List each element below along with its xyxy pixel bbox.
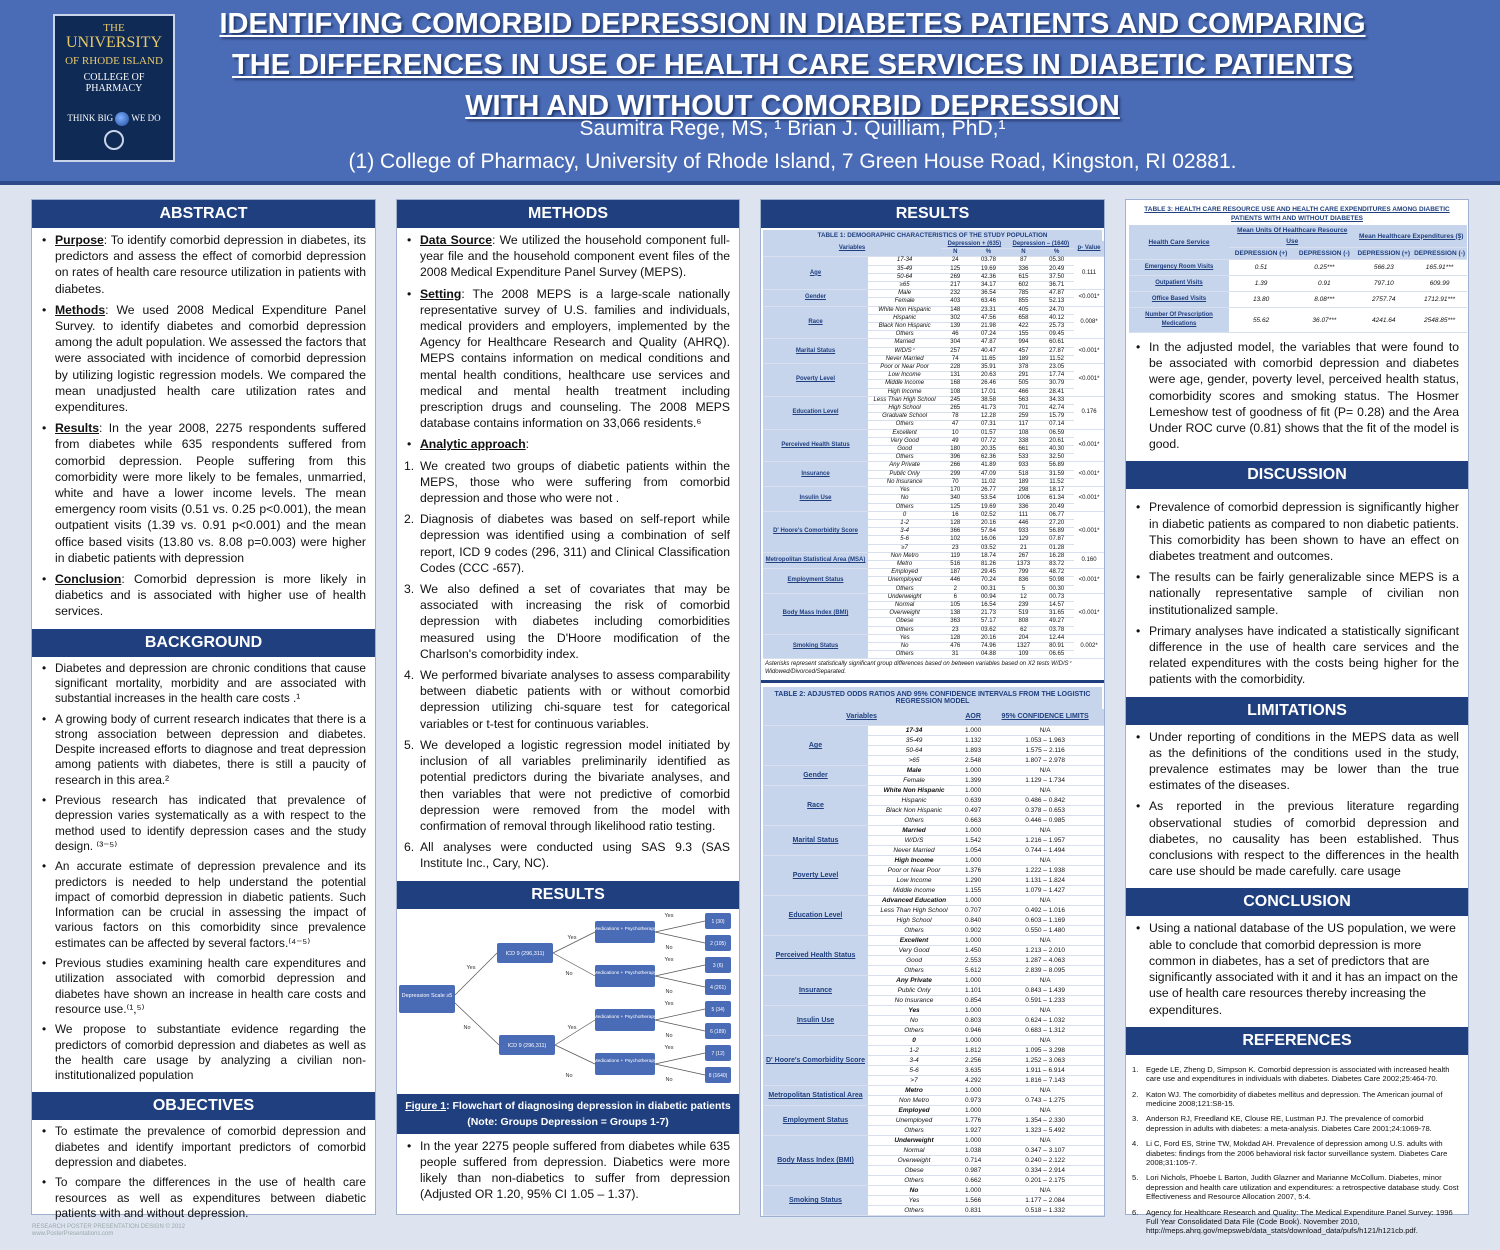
table-row: 50-64 1.893 1.575 – 2.116 xyxy=(763,746,1104,756)
svg-text:No: No xyxy=(665,988,673,995)
background-item: • An accurate estimate of depression prevalence and its predictors is needed to help understand the potential impact of comorbid depression in diabetic patients. Such Information can be crucial in assessing the impact of various factors on this comorbidity since prevalence estimates can be affected by several factors.⁽⁴⁻⁵⁾ xyxy=(39,859,366,951)
table-row: W/D/S⁺ 257 40.47 457 27.87 xyxy=(763,347,1104,355)
table-row: Others 396 62.36 533 32.50 xyxy=(763,454,1104,462)
conclusion-heading: CONCLUSION xyxy=(1126,888,1468,916)
svg-text:Depression Scale ≥5: Depression Scale ≥5 xyxy=(401,992,453,999)
flowchart xyxy=(397,909,739,1089)
flow-medication-box xyxy=(595,1053,655,1075)
conclusion-body xyxy=(1126,916,1468,1026)
svg-text:Medications + Psychotherapy: Medications + Psychotherapy xyxy=(593,926,657,932)
abstract-item: • Conclusion: Comorbid depression is more likely in diabetics and is associated with higher use of health services. xyxy=(39,571,366,620)
flow-connector xyxy=(655,1020,705,1031)
table-row: Poverty Level High Income 1.000 N/A xyxy=(763,856,1104,866)
table-row: Others 2 00.31 5 00.30 xyxy=(763,585,1104,593)
table1-note: Asterisks represent statistically significant group differences based on between variables based on X2 tests W/D/S⁺ Widowed/Divorced/Separated. xyxy=(765,661,1072,676)
method-step: 2. Diagnosis of diabetes was based on self-report while depression was identified using a combination of self report, ICD 9 codes (296, 311) and Clinical Classification Codes (CCC -657). xyxy=(404,512,730,575)
svg-text:Yes: Yes xyxy=(466,964,476,971)
table-row: 35-49 1.132 1.053 – 1.963 xyxy=(763,736,1104,746)
svg-text:4 (261): 4 (261) xyxy=(710,984,726,991)
limitation-item: • As reported in the previous literature regarding observational studies of comorbid depression and diabetes, no causality has been established. Thus conclusions with respect to the differences in the health care use should be made carefully. care usage xyxy=(1133,798,1459,879)
table-row: No 340 53.54 1006 61.34 xyxy=(763,495,1104,503)
globe-icon xyxy=(115,112,129,126)
flow-connector xyxy=(655,976,705,987)
abstract-item: • Purpose: To identify comorbid depression in diabetes, its predictors and assess the effect of comorbid depression on rates of health care resource utilization in patients with diabetes. xyxy=(39,232,366,297)
table-row: Education Level Less Than High School 245 38.58 563 34.33 0.176 xyxy=(763,396,1104,404)
references-list xyxy=(1126,1055,1468,1246)
table-row: Insurance Any Private 1.000 N/A xyxy=(763,976,1104,986)
table-row: Number Of Prescription Medications 55.62 36.07*** 4241.64 2548.85*** xyxy=(1129,308,1467,333)
svg-text:ICD 9 (296,311): ICD 9 (296,311) xyxy=(505,950,545,957)
table-row: Overweight 0.714 0.240 – 2.122 xyxy=(763,1156,1104,1166)
table-row: Hispanic 302 47.56 658 40.12 xyxy=(763,314,1104,322)
objective-item: • To estimate the prevalence of comorbid depression and diabetes and identify important predictors of comorbid depression and diabetes. xyxy=(39,1124,366,1170)
limitations-body xyxy=(1126,725,1468,889)
flow-connector xyxy=(655,1053,705,1064)
table-row: Less Than High School 0.707 0.492 – 1.016 xyxy=(763,906,1104,916)
table-row: Others 0.902 0.550 – 1.480 xyxy=(763,926,1104,936)
table-row: Education Level Advanced Education 1.000 N/A xyxy=(763,896,1104,906)
column-3 xyxy=(760,199,1105,1217)
method-step: 3. We also defined a set of covariates that may be associated with increasing the risk of comorbid depression with diabetes including comorbidities measured using the D'Hoore modification of the Charlson's comorbidity index. xyxy=(404,582,730,661)
method-step: 6. All analyses were conducted using SAS 9.3 (SAS Institute Inc., Cary, NC). xyxy=(404,840,730,871)
table-row: Age 17-34 1.000 N/A xyxy=(763,726,1104,736)
table-row: >7 4.292 1.816 – 7.143 xyxy=(763,1076,1104,1086)
table3: Health Care Service Mean Units Of Healthcare Resource Use Mean Healthcare Expenditures ($) DEPRESSION (+) DEPRESSION (-) DEPRESSION (+) DEPRESSION (-) Emergency Room Visits 0.51 0.25*** 566.23 165.91*** Outpatient Visits 1.39 0.91 797.10 609.99 Office Based Visits 13.80 8.08*** 2757.74 1712.91*** Number Of Prescription Medications 55.62 36.07*** 4241.64 2548.85*** xyxy=(1129,225,1467,333)
table-row: Metropolitan Statistical Area Metro 1.000 N/A xyxy=(763,1086,1104,1096)
flow-medication-box xyxy=(595,921,655,943)
table-row: Very Good 49 07.72 338 20.61 xyxy=(763,437,1104,445)
table-row: No 0.803 0.624 – 1.032 xyxy=(763,1016,1104,1026)
table-row: 50-64 269 42.36 615 37.50 xyxy=(763,273,1104,281)
table-row: No 476 74.96 1327 80.91 xyxy=(763,642,1104,650)
abstract-heading: ABSTRACT xyxy=(32,200,375,228)
background-heading: BACKGROUND xyxy=(32,629,375,657)
table-row: Public Only 1.101 0.843 – 1.439 xyxy=(763,986,1104,996)
table3-caption: TABLE 3: HEALTH CARE RESOURCE USE AND HEALTH CARE EXPENDITURES AMONG DIABETIC PATIENTS WITH AND WITHOUT DIABETES xyxy=(1144,206,1450,222)
university-logo: THE UNIVERSITY OF RHODE ISLAND COLLEGE OF PHARMACY THINK BIG WE DO xyxy=(53,14,175,162)
background-item: • A growing body of current research indicates that there is a strong association between depression and diabetes. Despite increased efforts to diagnose and treat depression among patients with diabetes, there is still a paucity of research in this area.² xyxy=(39,712,366,788)
results-right-heading: RESULTS xyxy=(761,200,1104,228)
svg-text:5 (34): 5 (34) xyxy=(711,1006,725,1013)
table-row: Female 403 63.46 855 52.13 xyxy=(763,298,1104,306)
svg-text:Yes: Yes xyxy=(664,956,674,963)
table-row: High Income 108 17.01 466 28.41 xyxy=(763,388,1104,396)
table-row: 1-2 128 20.16 446 27.20 xyxy=(763,519,1104,527)
svg-text:2 (105): 2 (105) xyxy=(710,940,726,947)
table-row: Office Based Visits 13.80 8.08*** 2757.74 1712.91*** xyxy=(1129,292,1467,308)
university-seal-icon xyxy=(104,130,124,150)
svg-text:1 (30): 1 (30) xyxy=(711,918,725,925)
table-row: Smoking Status Yes 128 20.16 204 12.44 0.002* xyxy=(763,634,1104,642)
table2: Variables AOR 95% CONFIDENCE LIMITS Age 17-34 1.000 N/A 35-49 1.132 1.053 – 1.963 50-64 1.893 1.575 – 2.116 >65 2.548 1.807 – 2.978 Gender Male 1.000 N/A Female 1.399 1.129 – 1.734 Race White Non Hispanic 1.000 N/A Hispanic 0.639 0.486 – 0.842 Black Non Hispanic 0.497 0.378 – 0.653 Others 0.663 0.446 – 0.985 Marital Status Married 1.000 N/A W/D/S 1.542 1.216 – 1.957 Never Married 1.054 0.744 – 1.494 Poverty Level High Income 1.000 N/A Poor or Near Poor 1.376 1.222 – 1.938 Low Income 1.290 1.131 – 1.824 Middle Income 1.155 1.079 – 1.427 Education Level Advanced Education 1.000 N/A Less Than High School 0.707 0.492 – 1.016 High School 0.840 0.603 – 1.169 Others 0.902 0.550 – 1.480 Perceived Health Status Excellent 1.000 N/A Very Good 1.450 1.213 – 2.010 Good 2.553 1.287 – 4.063 Others 5.612 2.839 – 8.095 Insurance Any Private 1.000 N/A Public Only 1.101 0.843 – 1.439 No Insurance 0.854 0.591 – 1.233 Insulin Use Yes 1.000 N/A No 0.803 0.624 – 1.032 Others 0.946 0.683 – 1.312 D' Hoore's Comorbidity Score 0 1.000 N/A 1-2 1.812 1.095 – 3.298 3-4 2.256 1.252 – 3.063 5-6 3.635 1.911 – 6.914 >7 4.292 1.816 – 7.143 Metropolitan Statistical Area Metro 1.000 N/A Non Metro 0.973 0.743 – 1.275 Employment Status Employed 1.000 N/A Unemployed 1.776 1.354 – 2.330 Others 1.927 1.323 – 5.492 Body Mass Index (BMI) Underweight 1.000 N/A Normal 1.038 0.347 – 3.107 Overweight 0.714 0.240 – 2.122 Obese 0.987 0.334 – 2.914 Others 0.662 0.201 – 2.175 Smoking Status No 1.000 N/A Yes 1.566 1.177 – 2.084 Others 0.831 0.518 – 1.332 xyxy=(763,709,1104,1216)
table-row: No Insurance 70 11.02 189 11.52 xyxy=(763,478,1104,486)
table-row: Others 0.831 0.518 – 1.332 xyxy=(763,1206,1104,1216)
svg-text:Yes: Yes xyxy=(567,1024,577,1031)
table-row: Very Good 1.450 1.213 – 2.010 xyxy=(763,946,1104,956)
table-row: Good 2.553 1.287 – 4.063 xyxy=(763,956,1104,966)
reference-item: 6. Agency for Healthcare Research and Quality: The Medical Expenditure Panel Survey: 1996 Full Year Consolidated Data File (Code Book). November 2010, http://meps.ahrq.gov/mepsweb/data_stats/download_data/pufs/h121/h121cb.pdf. xyxy=(1132,1207,1453,1236)
table-row: Others 1.927 1.323 – 5.492 xyxy=(763,1126,1104,1136)
table-row: Insulin Use Yes 1.000 N/A xyxy=(763,1006,1104,1016)
flow-connector xyxy=(553,953,595,976)
objective-item: • To compare the differences in the use of health care resources as well as expenditures between diabetic patients with and without depression. xyxy=(39,1175,366,1221)
table-row: Gender Male 232 36.54 785 47.87 <0.001* xyxy=(763,290,1104,298)
svg-text:No: No xyxy=(665,1032,673,1039)
poster-header xyxy=(0,0,1500,185)
table-row: Female 1.399 1.129 – 1.734 xyxy=(763,776,1104,786)
table-row: No Insurance 0.854 0.591 – 1.233 xyxy=(763,996,1104,1006)
table-row: 3-4 2.256 1.252 – 3.063 xyxy=(763,1056,1104,1066)
table-row: Outpatient Visits 1.39 0.91 797.10 609.99 xyxy=(1129,276,1467,292)
svg-text:8 (1640): 8 (1640) xyxy=(708,1072,728,1079)
conclusion-item: • Using a national database of the US population, we were able to conclude that comorbid depression is more common in diabetes, has a set of predictors that are significantly associated with it and it has an impact on the use of health care resources thereby increasing the expenditures. xyxy=(1133,920,1459,1017)
table-row: Others 0.946 0.683 – 1.312 xyxy=(763,1026,1104,1036)
background-item: • We propose to substantiate evidence regarding the predictors of comorbid depression and diabetes as well as the health care usage by analyzing a civilian non-institutionalized population xyxy=(39,1022,366,1083)
background-item: • Diabetes and depression are chronic conditions that cause significant mortality, morbidity and are associated with substantial increases in the health care costs .¹ xyxy=(39,661,366,707)
figure-caption: Figure 1: Flowchart of diagnosing depression in diabetic patients (Note: Groups Depression = Groups 1-7) xyxy=(397,1094,739,1134)
methods-body xyxy=(397,228,739,881)
table-row: Good 180 20.35 661 40.30 xyxy=(763,446,1104,454)
poster-title: IDENTIFYING COMORBID DEPRESSION IN DIABETES PATIENTS AND COMPARING THE DIFFERENCES IN USE OF HEALTH CARE SERVICES IN DIABETIC PATIENTS WITH AND WITHOUT COMORBID DEPRESSION xyxy=(219,8,1366,122)
table-row: ≥65 217 34.17 602 36.71 xyxy=(763,282,1104,290)
flow-medication-box xyxy=(595,965,655,987)
table-row: Insurance Any Private 266 41.89 933 56.89 <0.001* xyxy=(763,462,1104,470)
table-row: Gender Male 1.000 N/A xyxy=(763,766,1104,776)
table-row: Black Non Hispanic 0.497 0.378 – 0.653 xyxy=(763,806,1104,816)
table-row: Normal 105 16.54 239 14.57 xyxy=(763,601,1104,609)
table-row: Others 47 07.31 117 07.14 xyxy=(763,421,1104,429)
table-row: Never Married 1.054 0.744 – 1.494 xyxy=(763,846,1104,856)
table-row: Unemployed 446 70.24 836 50.98 xyxy=(763,577,1104,585)
table-row: 35-49 125 19.69 336 20.49 xyxy=(763,265,1104,273)
svg-text:No: No xyxy=(665,1076,673,1083)
table-row: Black Non Hispanic 139 21.98 422 25.73 xyxy=(763,323,1104,331)
table-row: Others 23 03.62 62 03.78 xyxy=(763,626,1104,634)
background-item: • Previous research has indicated that prevalence of depression varies systematically as a with respect to the method used to identify depression cases and the study design. ⁽³⁻⁵⁾ xyxy=(39,793,366,854)
svg-text:Medications + Psychotherapy: Medications + Psychotherapy xyxy=(593,970,657,976)
table-row: Race White Non Hispanic 148 23.31 405 24.70 0.008* xyxy=(763,306,1104,314)
limitations-heading: LIMITATIONS xyxy=(1126,697,1468,725)
table-row: Perceived Health Status Excellent 10 01.57 108 06.59 <0.001* xyxy=(763,429,1104,437)
flow-connector xyxy=(455,953,497,995)
svg-text:Yes: Yes xyxy=(664,1000,674,1007)
table-row: Graduate School 78 12.28 259 15.79 xyxy=(763,413,1104,421)
table-row: Employment Status Employed 1.000 N/A xyxy=(763,1106,1104,1116)
abstract-item: • Results: In the year 2008, 2275 respondents suffered from diabetes while 635 respondents suffered from comorbid depression. People suffering from this comorbidity were more likely to be females, unmarried, white and have a lower income levels. The mean emergency room visits (0.51 vs. 0.25 p<0.001), the mean outpatient visits (1.39 vs. 0.91 p<0.001) and the mean office based visits (13.80 vs. 8.08 p=0.003) were higher in diabetic patients with depression xyxy=(39,420,366,566)
table-row: Emergency Room Visits 0.51 0.25*** 566.23 165.91*** xyxy=(1129,260,1467,276)
table-row: Non Metro 0.973 0.743 – 1.275 xyxy=(763,1096,1104,1106)
results-mid-heading: RESULTS xyxy=(397,881,739,909)
table-row: High School 265 41.73 701 42.74 xyxy=(763,405,1104,413)
svg-text:Medications + Psychotherapy: Medications + Psychotherapy xyxy=(593,1014,657,1020)
setting-item: • Setting: The 2008 MEPS is a large-scale nationally representative survey of U.S. families and individuals, medical providers and employers, implemented by the Agency for Healthcare Research and Quality (AHRQ). MEPS contains information on medical conditions and mental health conditions, healthcare use services and medical and mental health treatment including prescription drugs and counseling. The 2008 MEPS database contains information on 33,066 residents.⁶ xyxy=(404,286,730,432)
column-1 xyxy=(31,199,376,1220)
abstract-body xyxy=(32,228,375,629)
discussion-item: • Primary analyses have indicated a statistically significant difference in the use of health care services and the related expenditures with the costs being higher for the patients with the comorbidity. xyxy=(1133,623,1459,688)
method-step: 1. We created two groups of diabetic patients within the MEPS, those who were suffering from comorbid depression and those who were not . xyxy=(404,458,730,506)
references-heading: REFERENCES xyxy=(1126,1027,1468,1055)
table-row: 1-2 1.812 1.095 – 3.298 xyxy=(763,1046,1104,1056)
results-mid-body: • In the year 2275 people suffered from diabetes while 635 people suffered from depression. Diabetics were more likely than non-diabetics to suffer from depression (Adjusted OR 1.20, 95% CI 1.05 – 1.37). xyxy=(397,1134,739,1212)
table-row: Normal 1.038 0.347 – 3.107 xyxy=(763,1146,1104,1156)
table-row: Age 17-34 24 03.78 87 05.30 0.111 xyxy=(763,257,1104,265)
table-row: Others 5.612 2.839 – 8.095 xyxy=(763,966,1104,976)
discussion-body xyxy=(1126,489,1468,696)
discussion-item: • Prevalence of comorbid depression is significantly higher in diabetic patients as compared to non diabetic patients. This comorbidity has been shown to have an effect on diabetes treatment and outcomes. xyxy=(1133,499,1459,564)
svg-text:No: No xyxy=(565,970,573,977)
table-row: Middle Income 1.155 1.079 – 1.427 xyxy=(763,886,1104,896)
table-row: Smoking Status No 1.000 N/A xyxy=(763,1186,1104,1196)
reference-item: 4. Li C, Ford ES, Strine TW, Mokdad AH. Prevalence of depression among U.S. adults with diabetes: findings from the 2006 behavioral risk factor surveillance system. Diabetes Care 2008;31:105-7. xyxy=(1132,1139,1448,1167)
table-row: Public Only 299 47.09 518 31.59 xyxy=(763,470,1104,478)
flow-connector xyxy=(655,1064,705,1075)
table-row: Poverty Level Poor or Near Poor 228 35.91 378 23.05 <0.001* xyxy=(763,364,1104,372)
flow-medication-box xyxy=(595,1009,655,1031)
flow-connector xyxy=(555,1045,595,1064)
flow-connector xyxy=(455,1003,499,1045)
background-body xyxy=(32,657,375,1093)
flow-connector xyxy=(555,1020,595,1045)
svg-text:ICD 9 (296,311): ICD 9 (296,311) xyxy=(507,1042,547,1049)
table-row: D' Hoore's Comorbidity Score 0 1.000 N/A xyxy=(763,1036,1104,1046)
svg-text:7 (12): 7 (12) xyxy=(711,1050,725,1057)
table-row: >65 2.548 1.807 – 2.978 xyxy=(763,756,1104,766)
table-row: Employment Status Employed 187 29.45 799 48.72 <0.001* xyxy=(763,569,1104,577)
flow-connector xyxy=(655,1009,705,1020)
affiliation: (1) College of Pharmacy, University of Rhode Island, 7 Green House Road, Kingston, RI 02881. xyxy=(348,150,1237,173)
svg-text:No: No xyxy=(665,944,673,951)
background-item: • Previous studies examining health care expenditures and utilization associated with comorbid depression and diabetes have shown an increase in health care costs and resource use.⁽¹,⁵⁾ xyxy=(39,956,366,1017)
method-step: 4. We performed bivariate analyses to assess comparability between diabetic patients with or without comorbid depression utilizing chi-square test for categorical variables or t-test for continuous variables. xyxy=(404,668,730,731)
table-row: D' Hoore's Comorbidity Score 0 16 02.52 111 06.77 <0.001* xyxy=(763,511,1104,519)
table-row: ≥7 23 03.52 21 01.28 xyxy=(763,544,1104,552)
flow-connector xyxy=(655,965,705,976)
table3-text: • In the adjusted model, the variables that were found to be associated with comorbid depression and diabetes were age, gender, poverty level, perceived health status, comorbidity scores and smoking status. The Hosmer Lemeshow test of goodness of fit (P= 0.28) and the Area Under ROC curve (0.81) shows that the fit of the model is good. xyxy=(1126,333,1468,461)
reference-item: 5. Lori Nichols, Phoebe L Barton, Judith Glazner and Marianne McCollum. Diabetes, minor depression and health care utilization and expenditures: a retrospective database study. Cost Effectiveness and Resource Allocation 2007, 5:4. xyxy=(1132,1173,1459,1202)
svg-text:No: No xyxy=(463,1024,471,1031)
table-row: Others 0.663 0.446 – 0.985 xyxy=(763,816,1104,826)
table-row: Unemployed 1.776 1.354 – 2.330 xyxy=(763,1116,1104,1126)
column-2 xyxy=(396,199,740,1215)
table1-caption: TABLE 1: DEMOGRAPHIC CHARACTERISTICS OF THE STUDY POPULATION xyxy=(763,230,1102,241)
table-row: W/D/S 1.542 1.216 – 1.957 xyxy=(763,836,1104,846)
table-row: Race White Non Hispanic 1.000 N/A xyxy=(763,786,1104,796)
table-row: High School 0.840 0.603 – 1.169 xyxy=(763,916,1104,926)
table-row: Others 0.662 0.201 – 2.175 xyxy=(763,1176,1104,1186)
table-row: 5-6 102 16.06 129 07.87 xyxy=(763,536,1104,544)
reference-item: 2. Katon WJ. The comorbidity of diabetes mellitus and depression. The American journal of medicine 2008;121:S8-15. xyxy=(1132,1089,1443,1108)
flow-connector xyxy=(655,921,705,932)
table-row: 5-6 3.635 1.911 – 6.914 xyxy=(763,1066,1104,1076)
discussion-heading: DISCUSSION xyxy=(1126,461,1468,489)
table-row: Body Mass Index (BMI) Underweight 6 00.94 12 00.73 <0.001* xyxy=(763,593,1104,601)
analytic-item: • Analytic approach: xyxy=(404,436,730,452)
table-row: Marital Status Married 1.000 N/A xyxy=(763,826,1104,836)
table-row: Insulin Use Yes 170 26.77 298 18.17 <0.001* xyxy=(763,487,1104,495)
table-row: Body Mass Index (BMI) Underweight 1.000 N/A xyxy=(763,1136,1104,1146)
table-row: Perceived Health Status Excellent 1.000 N/A xyxy=(763,936,1104,946)
method-step: 5. We developed a logistic regression model initiated by inclusion of all variables preliminarily identified as potential predictors during the bivariate analyses, and then variables that were not predictive of comorbid depression were removed from the model with confirmation of removal through likelihood ratio testing. xyxy=(404,737,730,833)
table1: Variables Depression + (635) Depression – (1640) p- Value N % N % Age 17-34 24 03.78 87 05.30 0.111 35-49 125 19.69 336 20.49 50-64 269 42.36 615 37.50 ≥65 217 34.17 602 36.71 Gender Male 232 36.54 785 47.87 <0.001* Female 403 63.46 855 52.13 Race White Non Hispanic 148 23.31 405 24.70 0.008* Hispanic 302 47.56 658 40.12 Black Non Hispanic 139 21.98 422 25.73 Others 46 07.24 155 09.45 Marital Status Married 304 47.87 994 60.61 <0.001* W/D/S⁺ 257 40.47 457 27.87 Never Married 74 11.65 189 11.52 Poverty Level Poor or Near Poor 228 35.91 378 23.05 <0.001* Low Income 131 20.63 291 17.74 Middle Income 168 26.46 505 30.79 High Income 108 17.01 466 28.41 Education Level Less Than High School 245 38.58 563 34.33 0.176 High School 265 41.73 701 42.74 Graduate School 78 12.28 259 15.79 Others 47 07.31 117 07.14 Perceived Health Status Excellent 10 01.57 108 06.59 <0.001* Very Good 49 07.72 338 20.61 Good 180 20.35 661 40.30 Others 396 62.36 533 32.50 Insurance Any Private 266 41.89 933 56.89 <0.001* Public Only 299 47.09 518 31.59 No Insurance 70 11.02 189 11.52 Insulin Use Yes 170 26.77 298 18.17 <0.001* No 340 53.54 1006 61.34 Others 125 19.69 336 20.49 D' Hoore's Comorbidity Score 0 16 02.52 111 06.77 <0.001* 1-2 128 20.16 446 27.20 3-4 366 57.64 933 56.89 5-6 102 16.06 129 07.87 ≥7 23 03.52 21 01.28 Metropolitan Statistical Area (MSA) Non Metro 119 18.74 267 16.28 0.160 Metro 516 81.26 1373 83.72 Employment Status Employed 187 29.45 799 48.72 <0.001* Unemployed 446 70.24 836 50.98 Others 2 00.31 5 00.30 Body Mass Index (BMI) Underweight 6 00.94 12 00.73 <0.001* Normal 105 16.54 239 14.57 Overweight 138 21.73 519 31.65 Obese 363 57.17 808 49.27 Others 23 03.62 62 03.78 Smoking Status Yes 128 20.16 204 12.44 0.002* No 476 74.96 1327 80.91 Others 31 04.88 109 06.65 xyxy=(763,241,1104,659)
table-row: Never Married 74 11.65 189 11.52 xyxy=(763,355,1104,363)
svg-text:Yes: Yes xyxy=(664,1044,674,1051)
flow-start-box xyxy=(399,985,455,1013)
table-row: Obese 363 57.17 808 49.27 xyxy=(763,618,1104,626)
table2-caption: TABLE 2: ADJUSTED ODDS RATIOS AND 95% CONFIDENCE INTERVALS FROM THE LOGISTIC REGRESSION MODEL xyxy=(763,687,1102,709)
discussion-item: • The results can be fairly generalizable since MEPS is a nationally representative sample of civilian non institutionalized sample. xyxy=(1133,569,1459,618)
footer: RESEARCH POSTER PRESENTATION DESIGN © 2012 www.PosterPresentations.com xyxy=(32,1224,185,1237)
table-row: Hispanic 0.639 0.486 – 0.842 xyxy=(763,796,1104,806)
table-row: Middle Income 168 26.46 505 30.79 xyxy=(763,380,1104,388)
table-row: Obese 0.987 0.334 – 2.914 xyxy=(763,1166,1104,1176)
svg-text:Yes: Yes xyxy=(567,934,577,941)
table-row: Marital Status Married 304 47.87 994 60.61 <0.001* xyxy=(763,339,1104,347)
table-row: Low Income 1.290 1.131 – 1.824 xyxy=(763,876,1104,886)
objectives-body xyxy=(32,1120,375,1230)
table-row: Yes 1.566 1.177 – 2.084 xyxy=(763,1196,1104,1206)
table-row: Poor or Near Poor 1.376 1.222 – 1.938 xyxy=(763,866,1104,876)
svg-text:Yes: Yes xyxy=(664,912,674,919)
table-row: 3-4 366 57.64 933 56.89 xyxy=(763,528,1104,536)
reference-item: 1. Egede LE, Zheng D, Simpson K. Comorbid depression is associated with increased health care use and expenditures in individuals with diabetes. Diabetes Care 2002;25:464-70. xyxy=(1132,1064,1450,1084)
limitation-item: • Under reporting of conditions in the MEPS data as well as the definitions of the conditions used in the study, prevalence estimates may be lower than the true estimates of the diseases. xyxy=(1133,729,1459,794)
flow-connector xyxy=(655,932,705,943)
svg-text:3 (6): 3 (6) xyxy=(712,962,724,969)
abstract-item: • Methods: We used 2008 Medical Expenditure Panel Survey. to identify diabetes and comorbid depression among the adult population. We assessed the factors that were associated with incidence of comorbid depression by utilizing logistic regression models. We compared the mean unadjusted health care utilization rates and expenditures. xyxy=(39,302,366,415)
column-4 xyxy=(1125,199,1469,1236)
objectives-heading: OBJECTIVES xyxy=(32,1092,375,1120)
methods-heading: METHODS xyxy=(397,200,739,228)
svg-text:No: No xyxy=(565,1072,573,1079)
svg-text:Medications + Psychotherapy: Medications + Psychotherapy xyxy=(593,1058,657,1064)
table-row: Others 125 19.69 336 20.49 xyxy=(763,503,1104,511)
data-source-item: • Data Source: We utilized the household component full-year file and the household component event files of the 2008 Medical Expenditure Panel Survey (MEPS). xyxy=(404,232,730,281)
authors: Saumitra Rege, MS, ¹ Brian J. Quilliam, PhD,¹ xyxy=(579,117,1006,140)
table-row: Low Income 131 20.63 291 17.74 xyxy=(763,372,1104,380)
svg-text:6 (189): 6 (189) xyxy=(710,1028,726,1035)
table-row: Others 46 07.24 155 09.45 xyxy=(763,331,1104,339)
reference-item: 3. Anderson RJ, Freedland KE, Clouse RE, Lustman PJ. The prevalence of comorbid depression in adults with diabetes: a meta-analysis. Diabetes Care 2001;24:1069-78. xyxy=(1132,1114,1432,1133)
table-row: Others 31 04.88 109 06.65 xyxy=(763,651,1104,659)
table-row: Metropolitan Statistical Area (MSA) Non Metro 119 18.74 267 16.28 0.160 xyxy=(763,552,1104,560)
table-row: Metro 516 81.26 1373 83.72 xyxy=(763,560,1104,568)
table-row: Overweight 138 21.73 519 31.65 xyxy=(763,610,1104,618)
